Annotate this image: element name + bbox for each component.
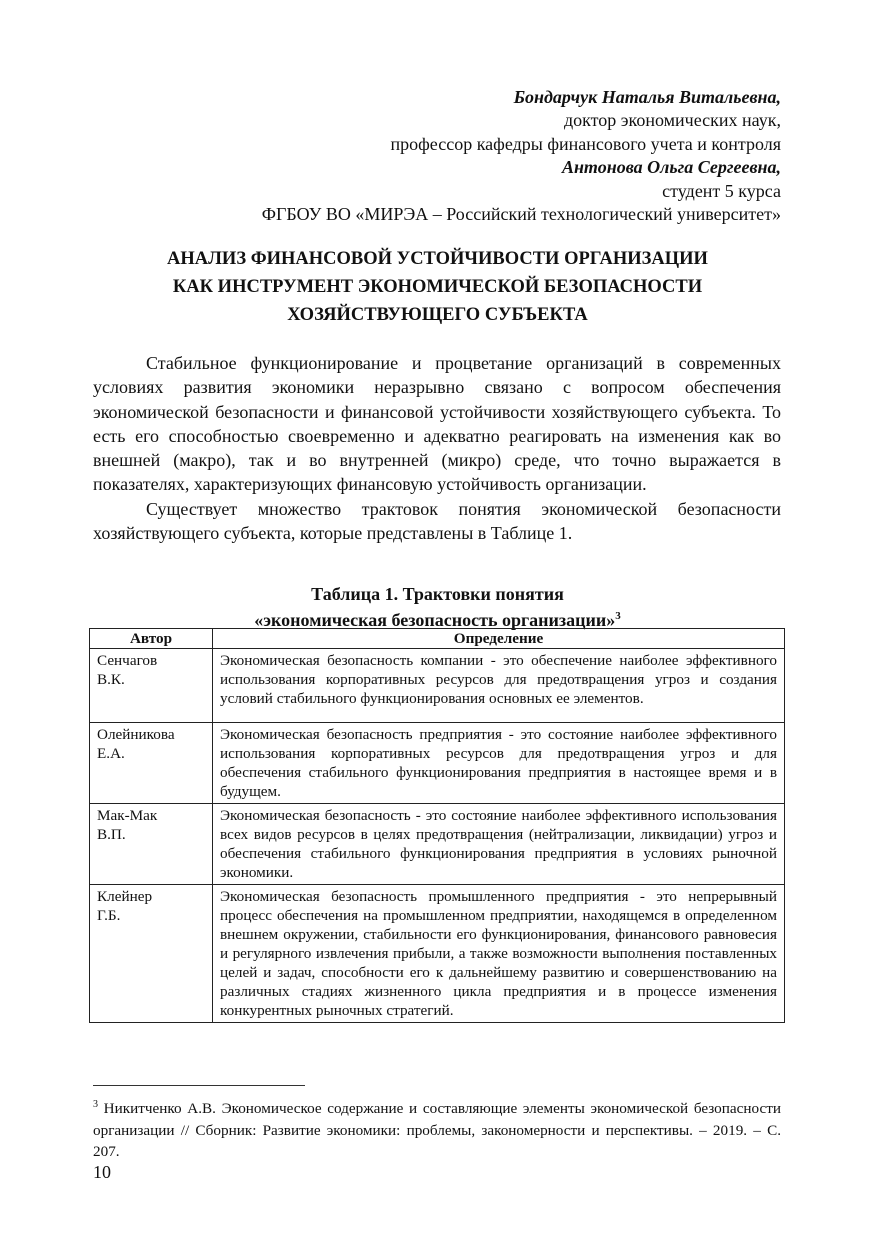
table-row — [90, 649, 785, 723]
author-cell — [90, 885, 213, 1023]
author-degree: доктор экономических наук, — [564, 110, 781, 131]
definition-cell: Экономическая безопасность предприятия - это состояние наиболее эффективного использования корпоративных ресурсов для предотвращения угроз и для обеспечения стабильного функционирования предприятия в настоящее время и в будущем. — [213, 723, 785, 804]
page-number: 10 — [93, 1162, 111, 1182]
title-line: ХОЗЯЙСТВУЮЩЕГО СУБЪЕКТА — [287, 305, 588, 325]
author-surname: Олейникова — [97, 726, 175, 743]
author-status: студент 5 курса — [662, 180, 781, 201]
table-row — [90, 723, 785, 804]
table-caption-line: Таблица 1. Трактовки понятия — [311, 584, 564, 604]
author-cell — [90, 649, 213, 723]
paragraph: Существует множество трактовок понятия экономической безопасности хозяйствующего субъекта, которые представлены в Таблице 1. — [93, 498, 781, 544]
definition-cell: Экономическая безопасность промышленного предприятия - это непрерывный процесс обеспечения на промышленном предприятии, находящемся в определенном внешнем окружении, стабильности его функционирования, финансового равновесия и регулярного извлечения прибыли, а также возможности выполнения поставленных целей и задач, способности его к дальнейшему развитию и совершенствованию на различных стадиях жизненного цикла предприятия и в процессе изменения конкурентных рыночных стратегий. — [213, 885, 785, 1023]
author-position: профессор кафедры финансового учета и контроля — [390, 133, 781, 154]
footnote-text: Никитченко А.В. Экономическое содержание и составляющие элементы экономической безопасности организации // Сборник: Развитие экономики: проблемы, закономерности и перспективы. – 2019. – С. 207. — [93, 1100, 781, 1161]
author-name: Антонова Ольга Сергеевна, — [561, 157, 781, 178]
author-block — [81, 86, 781, 226]
article-title — [90, 245, 785, 329]
definitions-table — [89, 628, 785, 1023]
author-initials: В.П. — [97, 826, 126, 843]
paragraph: Стабильное функционирование и процветание организаций в современных условиях развития экономики неразрывно связано с вопросом обеспечения экономической безопасности и финансовой устойчивости хозяйствующего субъекта. То есть его способностью своевременно и адекватно реагировать на изменения как во внешней (макро), так и во внутренней (микро) среде, что точно выражается в показателях, характеризующих финансовую устойчивость организации. — [93, 353, 781, 495]
table-row — [90, 804, 785, 885]
footnote-ref: 3 — [615, 610, 621, 622]
footnote — [93, 1094, 781, 1163]
table-caption-text: «экономическая безопасность организации» — [254, 610, 616, 630]
table-row — [90, 885, 785, 1023]
title-line: АНАЛИЗ ФИНАНСОВОЙ УСТОЙЧИВОСТИ ОРГАНИЗАЦИИ — [167, 249, 708, 269]
author-initials: Е.А. — [97, 745, 125, 762]
footnote-separator — [93, 1085, 305, 1086]
definition-cell: Экономическая безопасность компании - это обеспечение наиболее эффективного использования корпоративных ресурсов для предотвращения угроз и создания условий стабильного функционирования основных ее элементов. — [213, 649, 785, 723]
author-name: Бондарчук Наталья Витальевна, — [513, 87, 781, 107]
table-header-row — [90, 629, 785, 649]
author-surname: Сенчагов — [97, 652, 158, 669]
author-affiliation: ФГБОУ ВО «МИРЭА – Российский технологический университет» — [261, 204, 781, 225]
article-body — [93, 351, 781, 545]
definition-cell: Экономическая безопасность - это состояние наиболее эффективного использования всех видов ресурсов в целях предотвращения (нейтрализации, ликвидации) угроз и обеспечения стабильного функционирования предприятия в условиях рыночной экономики. — [213, 804, 785, 885]
author-initials: Г.Б. — [97, 907, 121, 924]
column-header-author: Автор — [90, 629, 213, 649]
author-cell — [90, 723, 213, 804]
table-caption — [90, 583, 785, 631]
author-surname: Клейнер — [97, 888, 153, 905]
column-header-definition: Определение — [213, 629, 785, 649]
title-line: КАК ИНСТРУМЕНТ ЭКОНОМИЧЕСКОЙ БЕЗОПАСНОСТИ — [172, 277, 703, 297]
author-surname: Мак-Мак — [97, 807, 158, 824]
footnote-number: 3 — [93, 1099, 98, 1110]
author-cell — [90, 804, 213, 885]
author-initials: В.К. — [97, 671, 125, 688]
